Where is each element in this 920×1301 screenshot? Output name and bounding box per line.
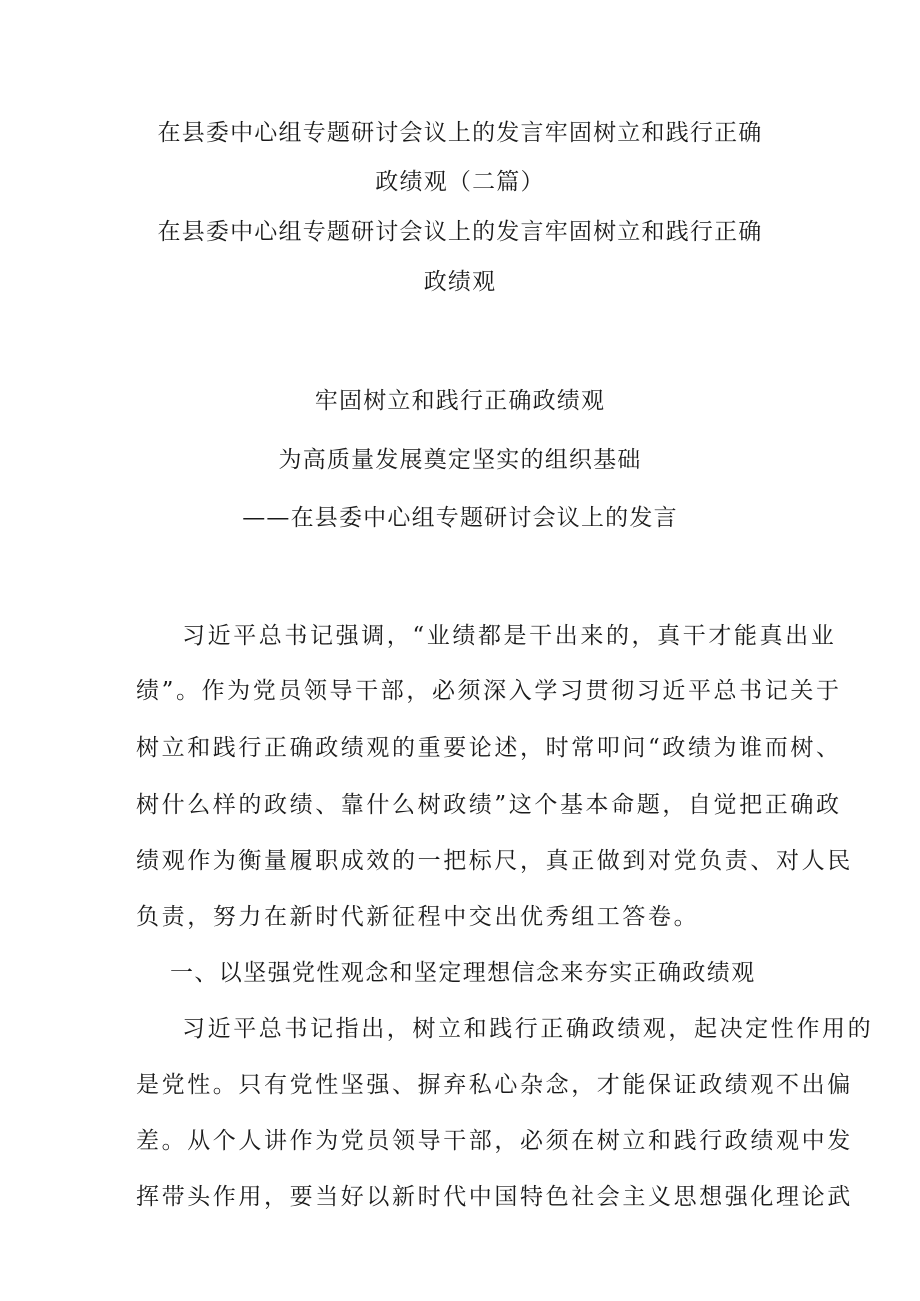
heading-line-2: 为高质量发展奠定坚实的组织基础 bbox=[278, 447, 642, 473]
paragraph1-line-3: 树立和践行正确政绩观的重要论述，时常叩问“政绩为谁而树、 bbox=[136, 735, 842, 761]
paragraph1-line-5: 绩观作为衡量履职成效的一把标尺，真正做到对党负责、对人民 bbox=[136, 848, 853, 874]
paragraph1-line-4: 树什么样的政绩、靠什么树政绩”这个基本命题，自觉把正确政 bbox=[136, 792, 842, 818]
paragraph1-line-1: 习近平总书记强调，“业绩都是干出来的，真干才能真出业 bbox=[182, 623, 837, 649]
paragraph2-line-4: 挥带头作用，要当好以新时代中国特色社会主义思想强化理论武 bbox=[136, 1184, 853, 1210]
heading-line-1: 牢固树立和践行正确政绩观 bbox=[314, 388, 606, 414]
heading-line-3: ——在县委中心组专题研讨会议上的发言 bbox=[242, 505, 678, 531]
title-line-3: 在县委中心组专题研讨会议上的发言牢固树立和践行正确 bbox=[157, 219, 763, 245]
paragraph2-line-2: 是党性。只有党性坚强、摒弃私心杂念，才能保证政绩观不出偏 bbox=[136, 1072, 853, 1098]
paragraph1-line-2: 绩”。作为党员领导干部，必须深入学习贯彻习近平总书记关于 bbox=[136, 678, 842, 704]
paragraph2-line-1: 习近平总书记指出，树立和践行正确政绩观，起决定性作用的 bbox=[182, 1016, 874, 1042]
paragraph1-line-6: 负责，努力在新时代新征程中交出优秀组工答卷。 bbox=[136, 904, 700, 930]
title-line-2: 政绩观（二篇） bbox=[375, 169, 545, 195]
title-line-1: 在县委中心组专题研讨会议上的发言牢固树立和践行正确 bbox=[157, 120, 763, 146]
paragraph2-line-3: 差。从个人讲作为党员领导干部，必须在树立和践行政绩观中发 bbox=[136, 1128, 853, 1154]
section1-heading: 一、以坚强党性观念和坚定理想信念来夯实正确政绩观 bbox=[170, 960, 756, 986]
title-line-4: 政绩观 bbox=[423, 269, 497, 295]
